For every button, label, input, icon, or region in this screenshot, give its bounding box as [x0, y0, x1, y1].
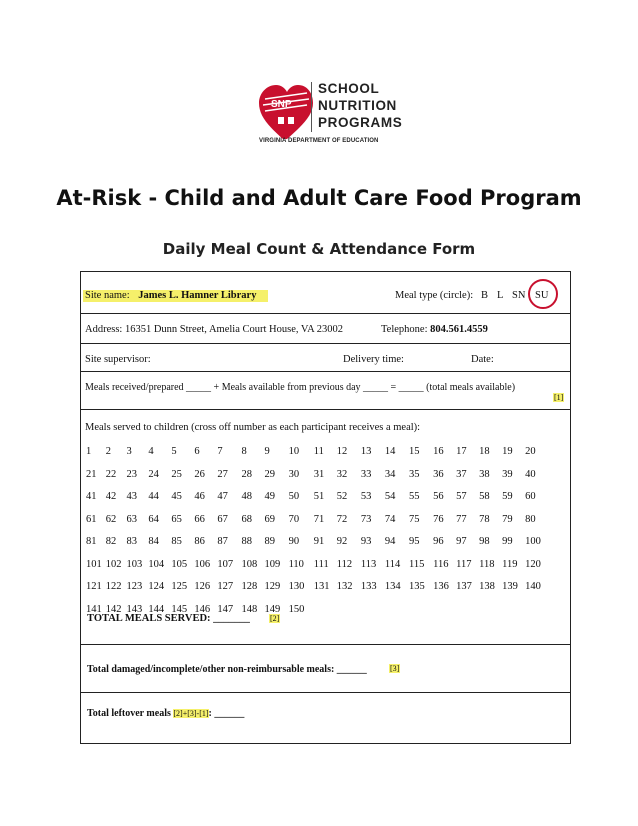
meal-number[interactable]: 21	[86, 468, 97, 480]
site-name-field[interactable]	[83, 290, 268, 302]
meal-number[interactable]: 39	[502, 468, 513, 480]
meal-number[interactable]: 108	[241, 558, 258, 570]
meal-number[interactable]: 10	[288, 446, 300, 457]
meal-number[interactable]: 100	[525, 536, 541, 547]
meal-number[interactable]: 117	[456, 558, 472, 570]
meal-number[interactable]: 81	[86, 536, 97, 547]
row-divider	[80, 409, 571, 410]
meal-number[interactable]: 60	[525, 491, 536, 502]
selected-meal-circle	[528, 279, 558, 309]
meal-number[interactable]: 119	[502, 558, 518, 570]
meal-number[interactable]: 128	[241, 581, 258, 592]
meal-number[interactable]: 9	[264, 446, 270, 457]
meal-number[interactable]: 23	[126, 468, 137, 480]
logo-line-2: NUTRITION	[318, 98, 397, 113]
meal-number[interactable]: 112	[336, 558, 353, 570]
meal-number[interactable]: 45	[171, 491, 182, 502]
meal-number[interactable]: 96	[433, 536, 444, 547]
supervisor-label[interactable]: Site supervisor:	[85, 354, 151, 365]
meal-number[interactable]: 101	[86, 558, 102, 570]
meal-number[interactable]: 137	[456, 581, 472, 592]
meal-number[interactable]: 143	[126, 603, 143, 615]
meal-number[interactable]: 58	[479, 491, 490, 502]
meal-number[interactable]: 79	[502, 513, 513, 525]
meal-number[interactable]: 113	[360, 558, 377, 570]
meal-number[interactable]: 149	[264, 603, 281, 615]
meal-type-label: Meal type (circle):	[395, 290, 474, 301]
meal-number[interactable]: 6	[194, 446, 200, 457]
meal-number[interactable]: 120	[525, 558, 541, 570]
row-divider	[80, 343, 571, 344]
page-title: At-Risk - Child and Adult Care Food Program	[56, 186, 582, 210]
meal-number[interactable]: 93	[360, 536, 372, 547]
meal-number[interactable]: 69	[264, 513, 275, 525]
meal-number[interactable]: 127	[217, 581, 234, 592]
meal-number[interactable]: 109	[264, 558, 281, 570]
heart-icon	[259, 85, 313, 139]
meal-number[interactable]: 78	[479, 513, 490, 525]
logo-badge: SNP	[271, 99, 292, 110]
meal-number[interactable]: 131	[313, 581, 330, 592]
meal-number[interactable]: 64	[148, 513, 159, 525]
meal-number[interactable]: 103	[126, 558, 143, 570]
leftover-label: Total leftover meals	[87, 708, 171, 719]
meal-number[interactable]: 118	[479, 558, 495, 570]
meal-number[interactable]: 34	[384, 468, 396, 480]
meal-type-su[interactable]: SU	[535, 290, 549, 301]
meal-number[interactable]: 46	[194, 491, 205, 502]
meal-number[interactable]: 66	[194, 513, 205, 525]
meal-number[interactable]: 49	[264, 491, 275, 502]
meal-number[interactable]: 77	[456, 513, 467, 525]
meal-number[interactable]: 18	[479, 446, 490, 457]
meal-number[interactable]: 53	[360, 491, 372, 502]
meal-number[interactable]: 91	[313, 536, 325, 547]
meal-number[interactable]: 105	[171, 558, 188, 570]
page-subtitle: Daily Meal Count & Attendance Form	[162, 240, 476, 258]
meal-number[interactable]: 110	[288, 558, 304, 570]
meal-number[interactable]: 88	[241, 536, 252, 547]
meal-number[interactable]: 116	[433, 558, 449, 570]
meal-number[interactable]: 57	[456, 491, 467, 502]
served-instructions: Meals served to children (cross off number as each participant receives a meal):	[85, 422, 421, 433]
meal-number[interactable]: 51	[313, 491, 325, 502]
meal-number[interactable]: 35	[409, 468, 420, 480]
meal-number[interactable]: 8	[241, 446, 247, 457]
meal-number[interactable]: 37	[456, 468, 467, 480]
meal-number[interactable]: 123	[126, 581, 143, 592]
meal-number[interactable]: 94	[384, 536, 396, 547]
meal-number[interactable]: 50	[288, 491, 300, 502]
meal-number[interactable]: 3	[126, 446, 132, 457]
meals-received-line[interactable]: Meals received/prepared _____ + Meals available from previous day _____ = _____ (total meals available)	[85, 382, 516, 393]
meal-number[interactable]: 12	[336, 446, 348, 457]
meal-number[interactable]: 133	[360, 581, 377, 592]
meal-number[interactable]: 85	[171, 536, 182, 547]
meal-number[interactable]: 90	[288, 536, 300, 547]
meal-number[interactable]: 27	[217, 468, 228, 480]
meal-number[interactable]: 38	[479, 468, 490, 480]
meal-number[interactable]: 76	[433, 513, 444, 525]
meal-number[interactable]: 80	[525, 513, 536, 525]
meal-number[interactable]: 73	[360, 513, 372, 525]
meal-number[interactable]: 83	[126, 536, 137, 547]
note-2: [2]	[270, 614, 280, 623]
meal-number[interactable]: 98	[479, 536, 490, 547]
address-field[interactable]	[85, 324, 343, 335]
meal-number[interactable]: 48	[241, 491, 252, 502]
meal-number[interactable]: 59	[502, 491, 513, 502]
meal-number[interactable]: 124	[148, 581, 165, 592]
site-name-label: Site name:	[85, 290, 130, 301]
meal-number[interactable]: 29	[264, 468, 275, 480]
row-divider	[80, 313, 571, 314]
meal-number[interactable]: 5	[171, 446, 177, 457]
meal-number[interactable]: 140	[525, 581, 541, 592]
meal-number[interactable]: 150	[288, 603, 305, 615]
telephone-value: 804.561.4559	[430, 324, 488, 335]
meal-number[interactable]: 141	[86, 603, 102, 615]
note-1: [1]	[554, 393, 564, 402]
meal-number[interactable]: 44	[148, 491, 159, 502]
meal-number[interactable]: 56	[433, 491, 444, 502]
damaged-meals-line[interactable]: Total damaged/incomplete/other non-reimbursable meals: ______	[87, 664, 367, 675]
meal-number[interactable]: 2	[105, 446, 111, 457]
meal-number[interactable]: 47	[217, 491, 228, 502]
logo-divider	[311, 82, 312, 132]
meal-number[interactable]: 144	[148, 603, 165, 615]
meal-type-sn[interactable]: SN	[512, 290, 526, 301]
logo-text	[318, 80, 402, 131]
meal-number[interactable]: 97	[456, 536, 467, 547]
meal-number[interactable]: 61	[86, 513, 97, 525]
meal-number[interactable]: 28	[241, 468, 252, 480]
meal-number[interactable]: 14	[384, 446, 396, 457]
logo-line-1: SCHOOL	[318, 81, 380, 96]
meal-number[interactable]: 11	[313, 446, 324, 457]
meal-number[interactable]: 115	[409, 558, 425, 570]
meal-number[interactable]: 126	[194, 581, 211, 592]
meal-number[interactable]: 4	[148, 446, 154, 457]
note-3: [3]	[390, 664, 400, 673]
logo-line-3: PROGRAMS	[318, 115, 403, 130]
total-meals-served[interactable]: TOTAL MEALS SERVED: _______	[87, 613, 250, 624]
meal-number[interactable]: 20	[525, 446, 536, 457]
meal-number[interactable]: 114	[384, 558, 401, 570]
meal-number[interactable]: 130	[288, 581, 305, 592]
meal-number[interactable]: 71	[313, 513, 325, 525]
meal-number[interactable]: 148	[241, 603, 258, 615]
meal-number[interactable]: 139	[502, 581, 518, 592]
meal-number[interactable]: 111	[313, 558, 329, 570]
meal-number[interactable]: 16	[433, 446, 444, 457]
meal-number[interactable]: 55	[409, 491, 420, 502]
telephone-field[interactable]	[381, 324, 488, 335]
meal-number[interactable]: 42	[105, 491, 117, 502]
meal-number[interactable]: 26	[194, 468, 205, 480]
address-value: 16351 Dunn Street, Amelia Court House, VA 23002	[124, 324, 344, 335]
meal-number[interactable]: 92	[336, 536, 348, 547]
meal-number[interactable]: 99	[502, 536, 513, 547]
meal-number[interactable]: 82	[105, 536, 117, 547]
meal-number[interactable]: 36	[433, 468, 444, 480]
telephone-label: Telephone:	[381, 324, 428, 335]
meal-number[interactable]: 52	[336, 491, 348, 502]
address-label: Address:	[85, 324, 123, 335]
leftover-blank: : ______	[208, 708, 245, 719]
meal-number[interactable]: 17	[456, 446, 467, 457]
meal-number[interactable]: 87	[217, 536, 228, 547]
meal-number[interactable]: 95	[409, 536, 420, 547]
meal-number[interactable]: 129	[264, 581, 281, 592]
meal-number[interactable]: 75	[409, 513, 420, 525]
meal-number[interactable]: 67	[217, 513, 228, 525]
meal-number[interactable]: 41	[86, 491, 97, 502]
meal-number[interactable]: 70	[288, 513, 300, 525]
delivery-time-label[interactable]: Delivery time:	[343, 354, 404, 365]
row-divider	[80, 644, 571, 645]
meal-number[interactable]: 132	[336, 581, 353, 592]
meal-number[interactable]: 135	[409, 581, 425, 592]
site-name-value: James L. Hamner Library	[138, 290, 257, 301]
meal-number[interactable]: 145	[171, 603, 188, 615]
meal-number[interactable]: 62	[105, 513, 117, 525]
meal-number[interactable]: 89	[264, 536, 275, 547]
meal-number[interactable]: 107	[217, 558, 234, 570]
meal-number[interactable]: 138	[479, 581, 495, 592]
leftover-formula: [2]+[3]-[1]	[173, 709, 209, 718]
meal-number[interactable]: 134	[384, 581, 401, 592]
meal-number[interactable]: 106	[194, 558, 211, 570]
meal-number[interactable]: 74	[384, 513, 396, 525]
meal-number[interactable]: 125	[171, 581, 188, 592]
meal-type-l[interactable]: L	[497, 290, 504, 301]
meal-number[interactable]: 147	[217, 603, 234, 615]
meal-number[interactable]: 72	[336, 513, 348, 525]
meal-number[interactable]: 146	[194, 603, 211, 615]
meal-number[interactable]: 7	[217, 446, 223, 457]
meal-number[interactable]: 31	[313, 468, 325, 480]
meal-number[interactable]: 19	[502, 446, 513, 457]
meal-number[interactable]: 24	[148, 468, 159, 480]
meal-number[interactable]: 54	[384, 491, 396, 502]
meal-type-b[interactable]: B	[481, 290, 489, 301]
meal-number[interactable]: 22	[105, 468, 117, 480]
meal-number[interactable]: 102	[105, 558, 122, 570]
meal-number[interactable]: 65	[171, 513, 182, 525]
meal-number[interactable]: 68	[241, 513, 252, 525]
meal-number[interactable]: 104	[148, 558, 165, 570]
row-divider	[80, 371, 571, 372]
meal-number[interactable]: 136	[433, 581, 449, 592]
logo-subtitle: VIRGINIA DEPARTMENT OF EDUCATION	[259, 138, 379, 144]
meal-number[interactable]: 86	[194, 536, 205, 547]
row-divider	[80, 692, 571, 693]
meal-number[interactable]: 13	[360, 446, 372, 457]
meal-number[interactable]: 43	[126, 491, 137, 502]
meal-number[interactable]: 25	[171, 468, 182, 480]
meal-number[interactable]: 121	[86, 581, 102, 592]
meal-number[interactable]: 1	[86, 446, 92, 457]
meal-number[interactable]: 63	[126, 513, 137, 525]
meal-number[interactable]: 15	[409, 446, 420, 457]
meal-number[interactable]: 122	[105, 581, 122, 592]
meal-number[interactable]: 84	[148, 536, 159, 547]
date-label[interactable]: Date:	[471, 354, 494, 365]
meal-number[interactable]: 33	[360, 468, 372, 480]
meal-number[interactable]: 30	[288, 468, 300, 480]
meal-number[interactable]: 142	[105, 603, 122, 615]
meal-number[interactable]: 40	[525, 468, 536, 480]
meal-number[interactable]: 32	[336, 468, 348, 480]
leftover-meals-line[interactable]	[87, 708, 244, 719]
